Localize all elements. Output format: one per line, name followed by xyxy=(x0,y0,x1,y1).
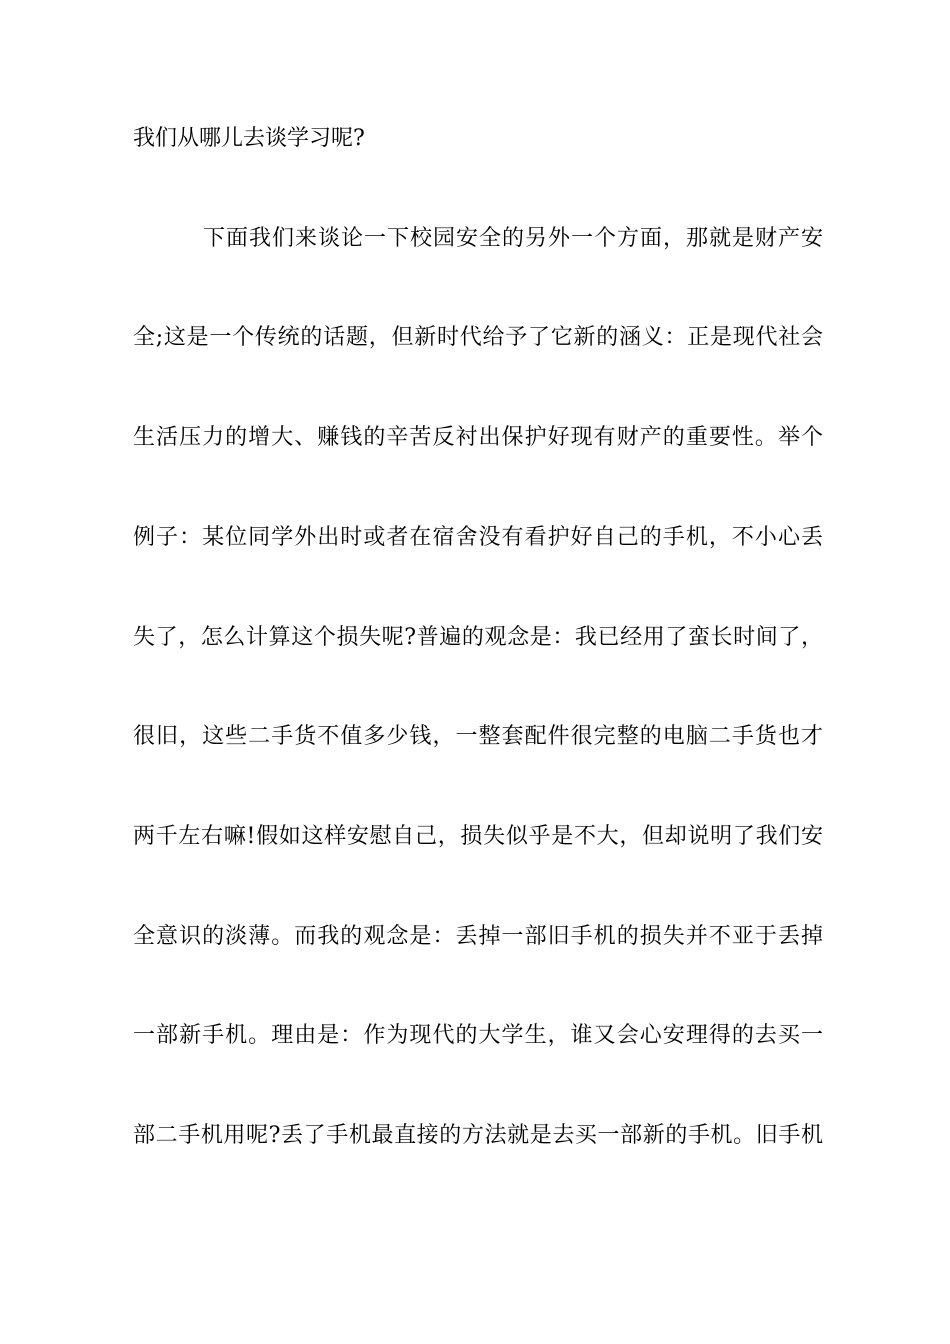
text-line: 失了，怎么计算这个损失呢?普遍的观念是：我已经用了蛮长时间了， xyxy=(133,625,823,650)
paragraph-first-line: 下面我们来谈论一下校园安全的另外一个方面，那就是财产安 xyxy=(203,226,823,251)
text-line: 一部新手机。理由是：作为现代的大学生，谁又会心安理得的去买一 xyxy=(133,1023,823,1048)
text-line: 我们从哪儿去谈学习呢? xyxy=(133,126,365,151)
text-line: 生活压力的增大、赚钱的辛苦反衬出保护好现有财产的重要性。举个 xyxy=(133,425,823,450)
text-line: 例子：某位同学外出时或者在宿舍没有看护好自己的手机，不小心丢 xyxy=(133,525,823,550)
text-line: 部二手机用呢?丢了手机最直接的方法就是去买一部新的手机。旧手机 xyxy=(133,1123,823,1148)
text-line: 很旧，这些二手货不值多少钱，一整套配件很完整的电脑二手货也才 xyxy=(133,724,823,749)
text-line: 全意识的淡薄。而我的观念是：丢掉一部旧手机的损失并不亚于丢掉 xyxy=(133,924,823,949)
text-line: 全;这是一个传统的话题，但新时代给予了它新的涵义：正是现代社会 xyxy=(133,325,823,350)
text-line: 两千左右嘛!假如这样安慰自己，损失似乎是不大，但却说明了我们安 xyxy=(133,824,823,849)
